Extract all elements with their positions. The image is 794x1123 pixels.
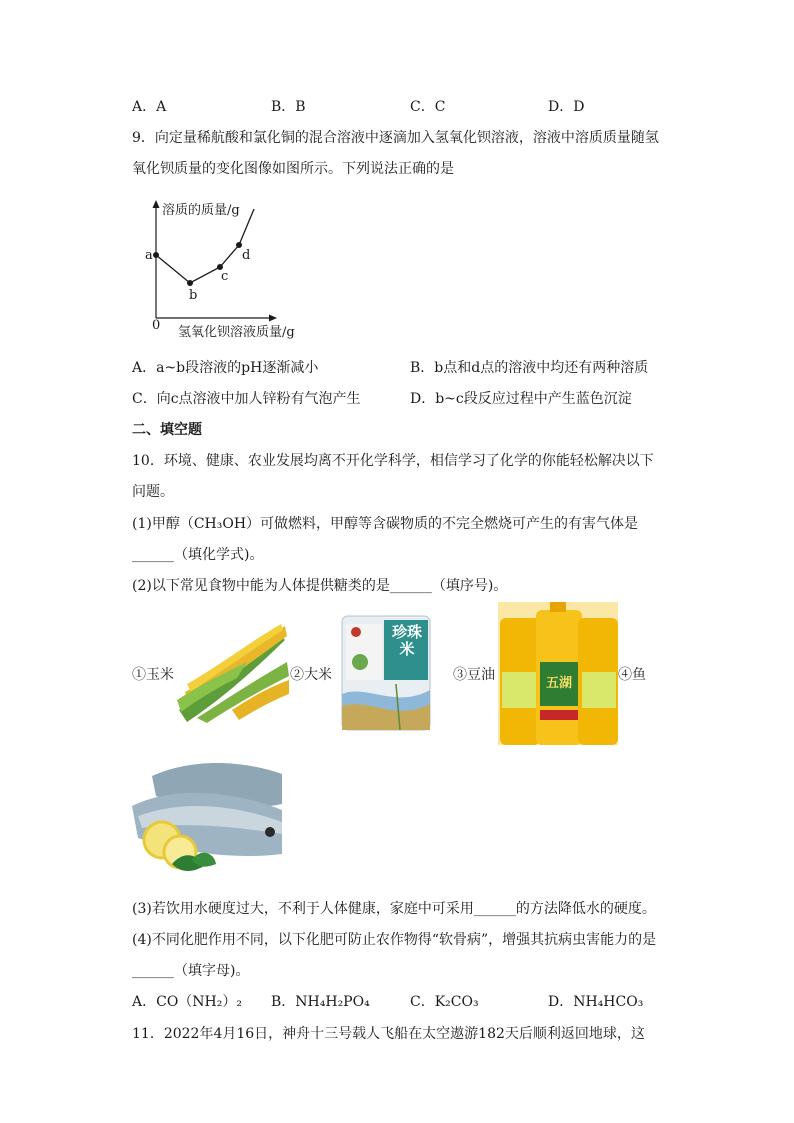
- corn-image: [177, 622, 289, 723]
- q9-option-b: B．b点和d点的溶液中均还有两种溶质: [410, 360, 649, 376]
- graph-origin-label: 0: [152, 318, 161, 333]
- q10-part1-line2: ______（填化学式)。: [132, 547, 264, 563]
- q8-option-d: D．D: [548, 99, 585, 115]
- q9-option-a: A．a~b段溶液的pH逐渐减小: [132, 360, 319, 376]
- food-label-corn: ①玉米: [132, 667, 174, 683]
- rice-bag-text: 珍珠米: [391, 623, 422, 658]
- food-label-fish: ④鱼: [618, 667, 646, 683]
- q10-option-d: D．NH₄HCO₃: [548, 994, 644, 1010]
- q8-option-b: B．B: [271, 99, 306, 115]
- oil-bottles-image: [498, 602, 618, 745]
- graph-point-a-label: a: [145, 248, 153, 263]
- graph-point-c-label: c: [221, 269, 229, 284]
- graph-x-label: 氢氧化钡溶液质量/g: [178, 325, 295, 340]
- q8-option-c: C．C: [410, 99, 446, 115]
- graph-point-b-label: b: [189, 288, 198, 303]
- q10-part3: (3)若饮用水硬度过大，不利于人体健康，家庭中可采用______的方法降低水的硬度。: [132, 901, 656, 917]
- fish-image: [132, 756, 282, 881]
- q10-option-c: C．K₂CO₃: [410, 994, 479, 1010]
- oil-brand-text: 五湖: [545, 676, 572, 691]
- q10-part4-line2: ______（填字母)。: [132, 963, 250, 979]
- graph-point-d-label: d: [242, 248, 251, 263]
- q10-part2: (2)以下常见食物中能为人体提供糖类的是______（填序号)。: [132, 578, 508, 594]
- section-heading: 二、填空题: [132, 422, 202, 438]
- q8-option-a: A．A: [132, 99, 167, 115]
- q10-stem-line2: 问题。: [132, 484, 174, 500]
- q10-stem-line1: 10．环境、健康、农业发展均离不开化学科学，相信学习了化学的你能轻松解决以下: [132, 453, 654, 469]
- q9-option-c: C．向c点溶液中加人锌粉有气泡产生: [132, 391, 361, 407]
- point-a-dot: [153, 252, 159, 258]
- graph-y-label: 溶质的质量/g: [162, 203, 240, 218]
- q9-stem-line2: 氧化钡质量的变化图像如图所示。下列说法正确的是: [132, 161, 454, 177]
- q10-option-a: A．CO（NH₂）₂: [132, 994, 242, 1010]
- point-b-dot: [187, 280, 193, 286]
- q10-part4-line1: (4)不同化肥作用不同，以下化肥可防止农作物得“软骨病”，增强其抗病虫害能力的是: [132, 932, 657, 948]
- q10-option-b: B．NH₄H₂PO₄: [271, 994, 370, 1010]
- food-label-oil: ③豆油: [453, 667, 495, 683]
- rice-bag-image: [336, 614, 436, 732]
- q11-stem-line1: 11．2022年4月16日，神舟十三号载人飞船在太空遨游182天后顺利返回地球，这: [132, 1026, 645, 1042]
- q9-option-d: D．b~c段反应过程中产生蓝色沉淀: [410, 391, 632, 407]
- q10-part1-line1: (1)甲醇（CH₃OH）可做燃料，甲醇等含碳物质的不完全燃烧可产生的有害气体是: [132, 516, 639, 532]
- food-label-rice: ②大米: [290, 667, 332, 683]
- q9-stem-line1: 9．向定量稀航酸和氯化铜的混合溶液中逐滴加入氢氧化钡溶液，溶液中溶质质量随氢: [132, 130, 659, 146]
